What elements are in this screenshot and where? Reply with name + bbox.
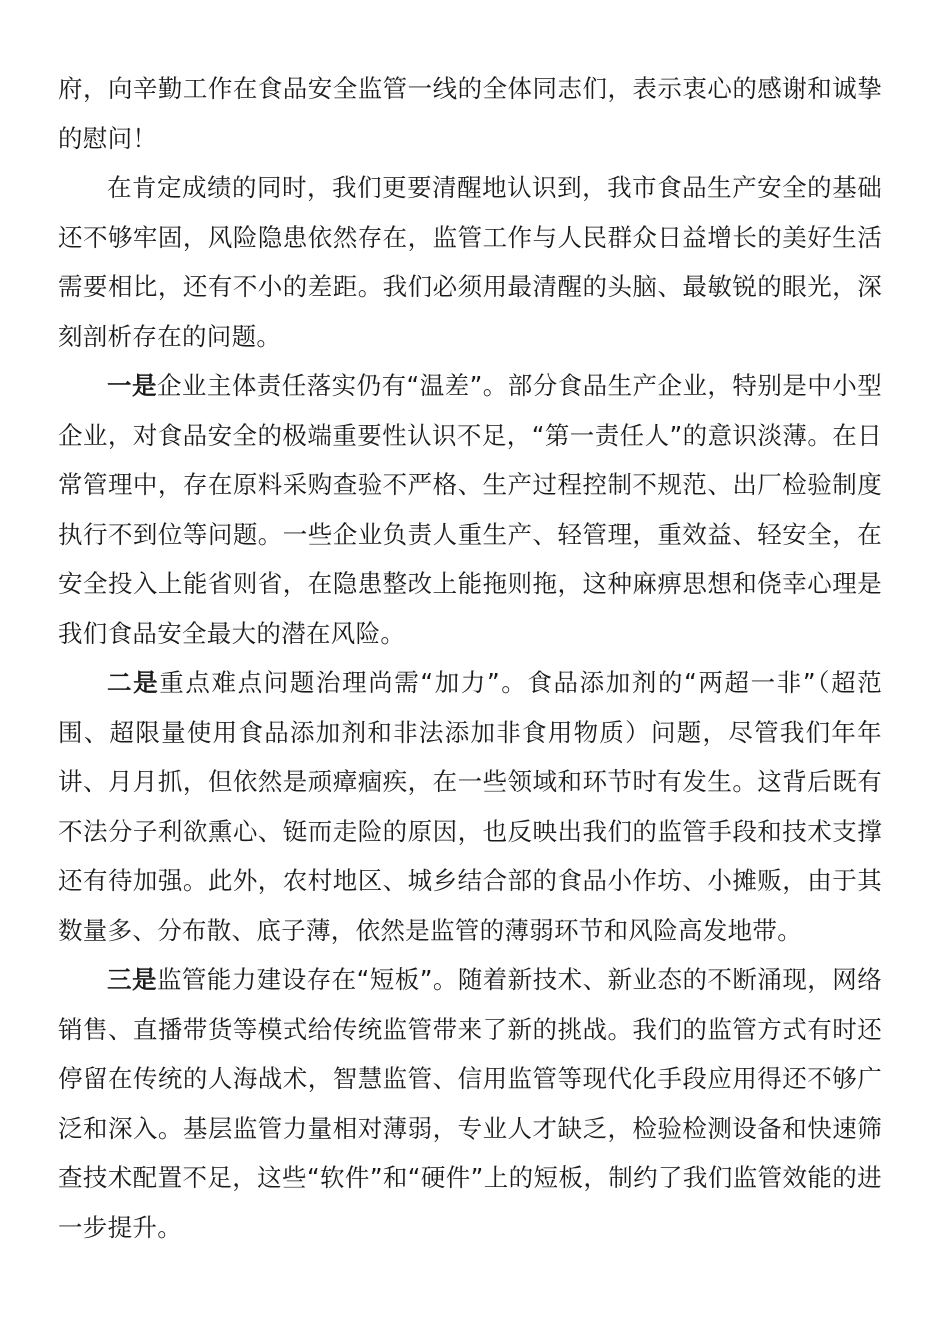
paragraph-text: 在肯定成绩的同时，我们更要清醒地认识到，我市食品生产安全的基础还不够牢固，风险隐患依然存在，监管工作与人民群众日益增长的美好生活需要相比，还有不小的差距。我们必须用最清醒的头脑、最敏锐的眼光，深刻剖析存在的问题。 — [58, 173, 882, 351]
paragraph-text: 监管能力建设存在“短板”。随着新技术、新业态的不断涌现，网络销售、直播带货等模式给传统监管带来了新的挑战。我们的监管方式有时还停留在传统的人海战术，智慧监管、信用监管等现代化手段应用得还不够广泛和深入。基层监管力量相对薄弱，专业人才缺乏，检验检测设备和快速筛查技术配置不足，这些“软件”和“硬件”上的短板，制约了我们监管效能的进一步提升。 — [58, 965, 882, 1242]
paragraph-text: 府，向辛勤工作在食品安全监管一线的全体同志们，表示衷心的感谢和诚挚的慰问！ — [58, 74, 882, 153]
paragraph-lead-label: 二是 — [107, 668, 160, 697]
paragraph-closing-gratitude — [58, 64, 882, 163]
paragraph-text: 企业主体责任落实仍有“温差”。部分食品生产企业，特别是中小型企业，对食品安全的极端重要性认识不足，“第一责任人”的意识淡薄。在日常管理中，存在原料采购查验不严格、生产过程控制不规范、出厂检验制度执行不到位等问题。一些企业负责人重生产、轻管理，重效益、轻安全，在安全投入上能省则省，在隐患整改上能拖则拖，这种麻痹思想和侥幸心理是我们食品安全最大的潜在风险。 — [58, 371, 882, 648]
paragraph-problem-two — [58, 658, 882, 955]
paragraph-problem-one — [58, 361, 882, 658]
paragraph-text: 重点难点问题治理尚需“加力”。食品添加剂的“两超一非”（超范围、超限量使用食品添加剂和非法添加非食用物质）问题，尽管我们年年讲、月月抓，但依然是顽瘴痼疾，在一些领域和环节时有发生。这背后既有不法分子利欲熏心、铤而走险的原因，也反映出我们的监管手段和技术支撑还有待加强。此外，农村地区、城乡结合部的食品小作坊、小摊贩，由于其数量多、分布散、底子薄，依然是监管的薄弱环节和风险高发地带。 — [58, 668, 882, 945]
paragraph-problems-intro — [58, 163, 882, 361]
paragraph-problem-three — [58, 955, 882, 1252]
document-page — [58, 64, 882, 1252]
paragraph-lead-label: 三是 — [107, 965, 157, 994]
paragraph-lead-label: 一是 — [107, 371, 157, 400]
